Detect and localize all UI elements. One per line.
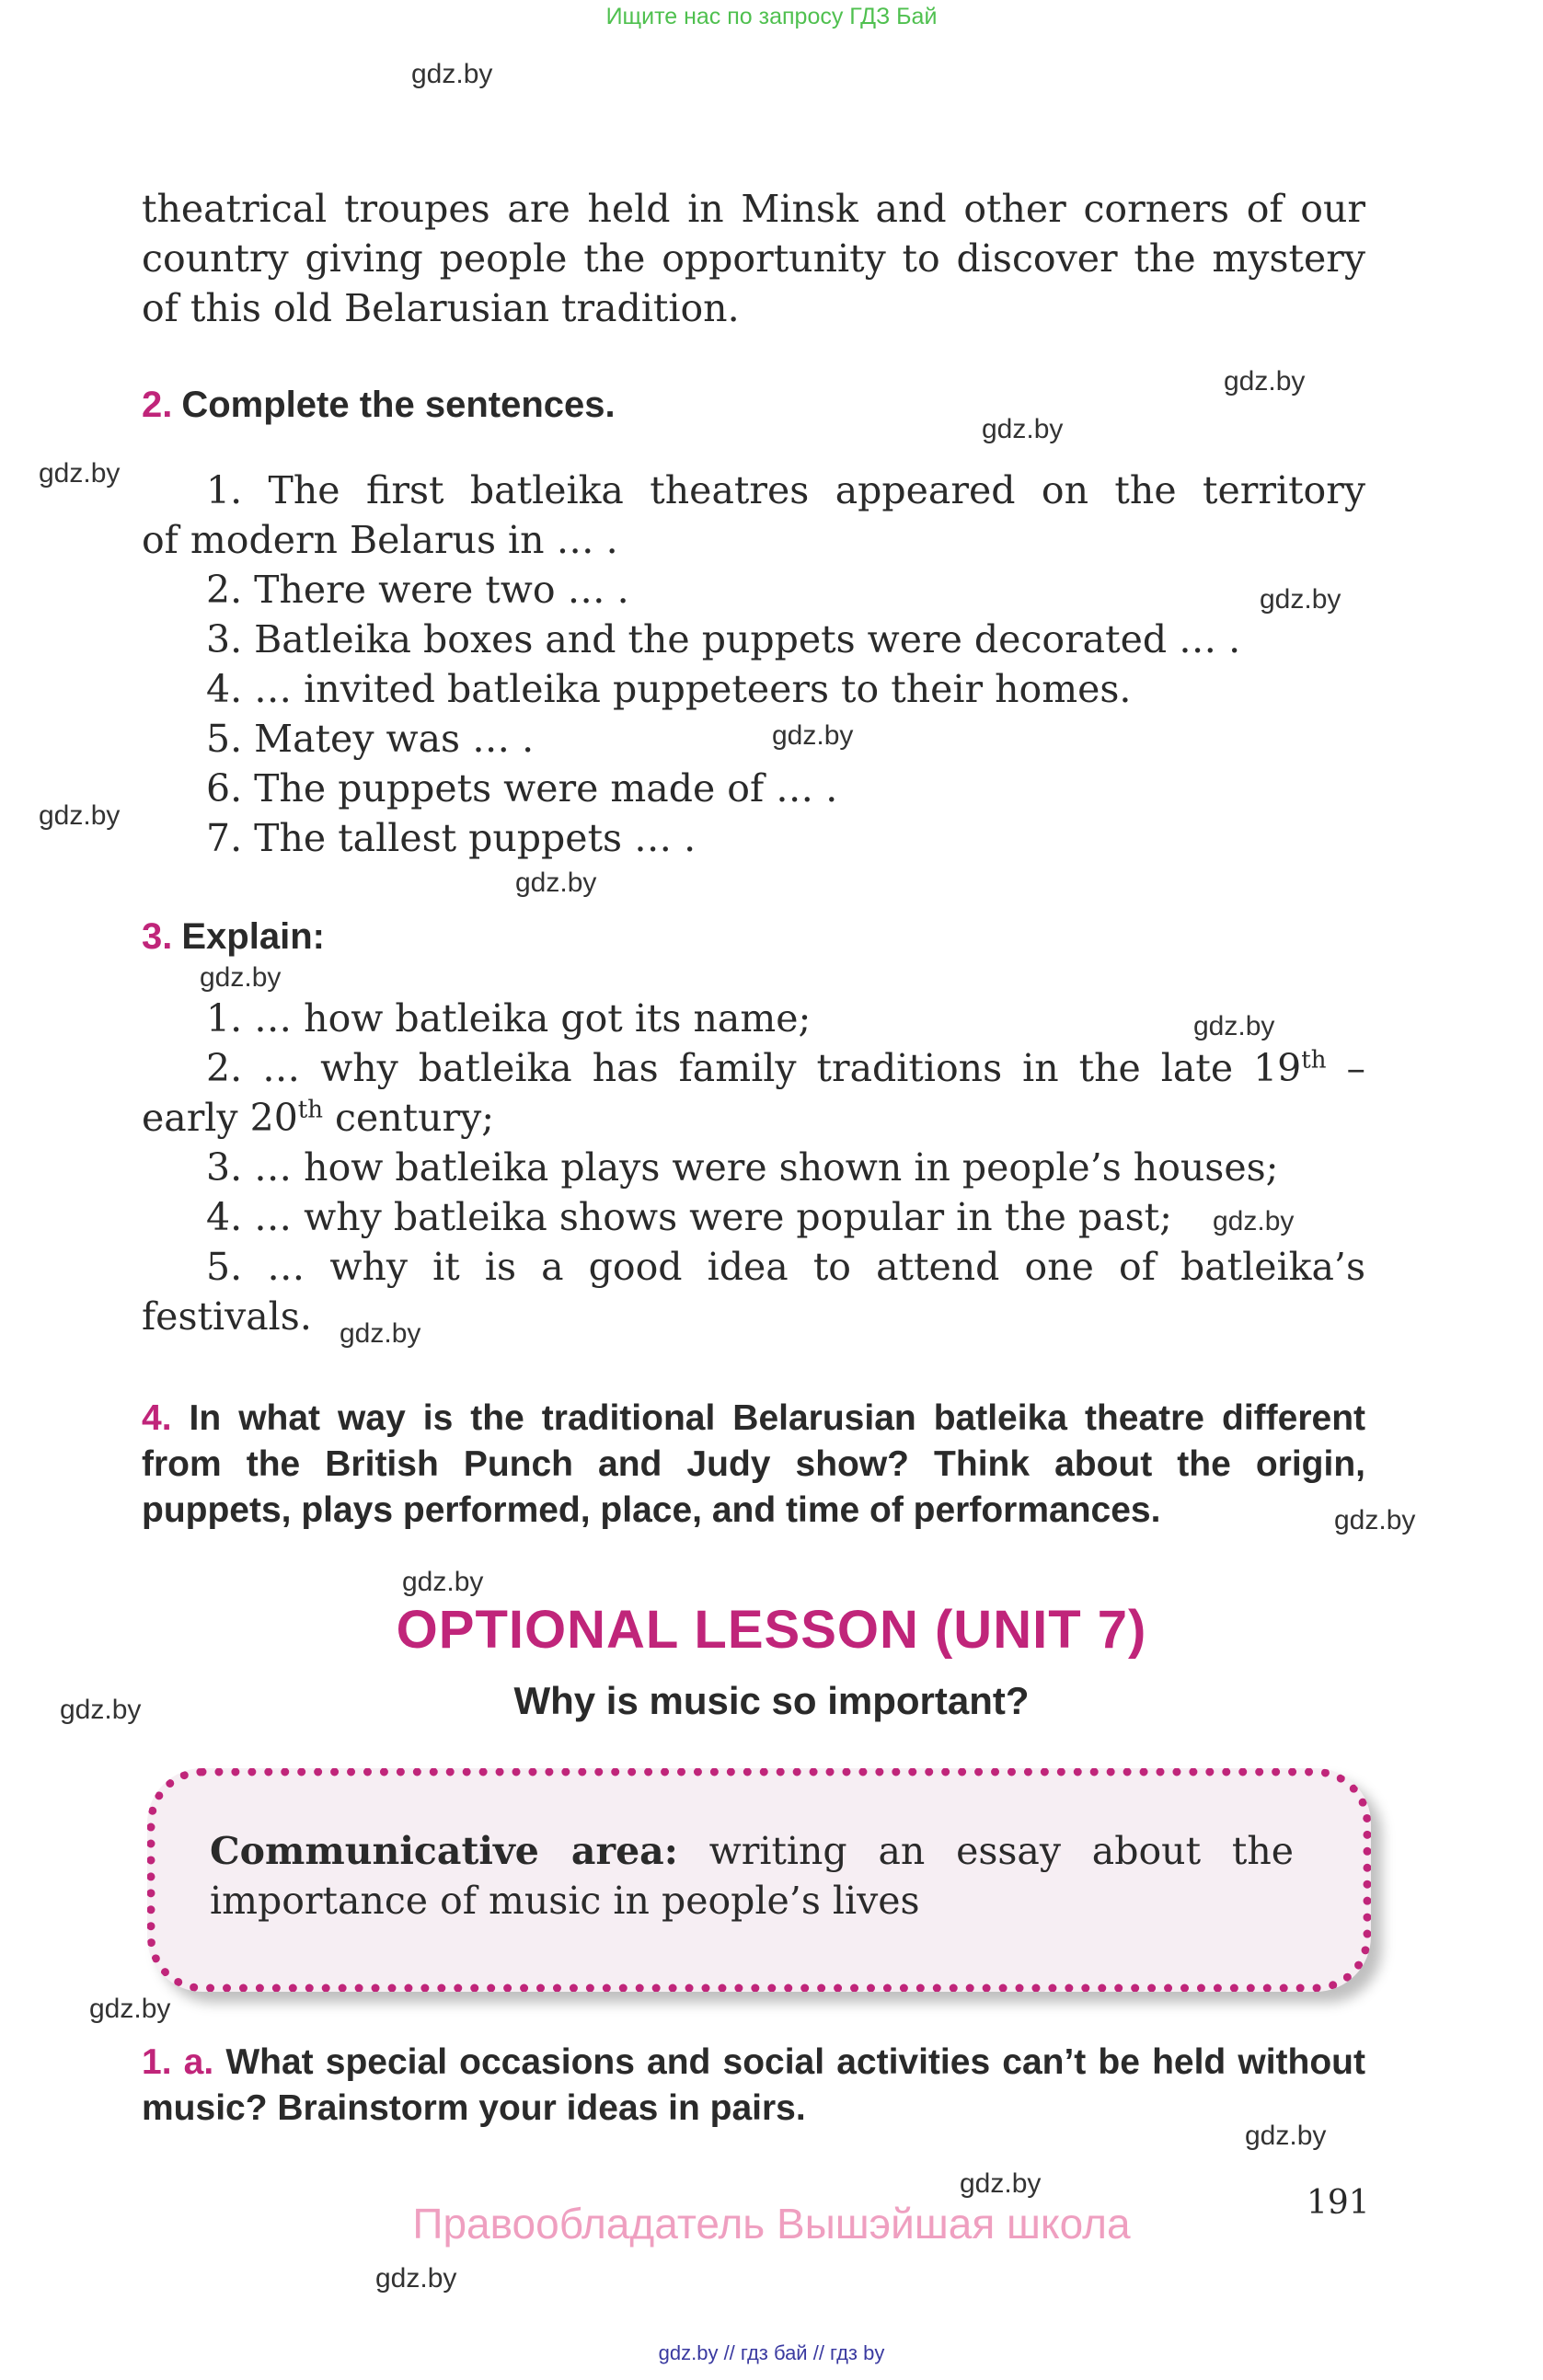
communicative-area-text: Communicative area: writing an essay about the importance of music in people’s lives xyxy=(210,1829,1294,1923)
task-number: 2. xyxy=(142,385,173,425)
list-item: 5. Matey was … . xyxy=(206,717,535,761)
intro-line: country giving people the opportunity to discover the mystery xyxy=(142,236,1365,281)
list-item: 2. There were two … . xyxy=(206,568,629,612)
list-item: 4. … why batleika shows were popular in the past; xyxy=(206,1195,1172,1239)
task-title: Complete the sentences. xyxy=(181,385,616,425)
copyright-holder: Правообладатель Вышэйшая школа xyxy=(412,2200,1131,2248)
watermark: gdz.by xyxy=(340,1318,421,1349)
watermark: gdz.by xyxy=(375,2263,457,2294)
list-item: 1. … how batleika got its name; xyxy=(206,996,812,1041)
intro-line: of this old Belarusian tradition. xyxy=(142,286,740,330)
watermark: gdz.by xyxy=(89,1994,171,2024)
communicative-area-label: Communicative area: xyxy=(210,1829,678,1873)
watermark: gdz.by xyxy=(1334,1505,1416,1535)
list-item: 3. Batleika boxes and the puppets were decorated … . xyxy=(206,617,1241,661)
list-item: 3. … how batleika plays were shown in people’s houses; xyxy=(206,1145,1279,1190)
list-item-continuation: early 20th century; xyxy=(142,1096,495,1140)
watermark: gdz.by xyxy=(1193,1011,1275,1041)
task-text: What special occasions and social activities can’t be held without music? Brainstorm your ideas in pairs. xyxy=(142,2042,1365,2128)
watermark: gdz.by xyxy=(772,720,854,751)
list-item: 5. … why it is a good idea to attend one of batleika’s xyxy=(206,1245,1365,1289)
watermark: gdz.by xyxy=(1224,366,1306,397)
task-4 xyxy=(142,1396,1365,1534)
list-item: of modern Belarus in … . xyxy=(142,518,618,562)
watermark: gdz.by xyxy=(200,962,282,993)
task-3-heading xyxy=(142,916,325,958)
task-number: 1. a. xyxy=(142,2042,214,2082)
watermark: gdz.by xyxy=(1260,584,1341,615)
task-text: In what way is the traditional Belarusian batleika theatre different from the British Punch and Judy show? Think about the origin, puppets, plays performed, place, and time of performances. xyxy=(142,1398,1366,1530)
task-1a xyxy=(142,2040,1365,2132)
lesson-subtitle: Why is music so important? xyxy=(513,1679,1030,1722)
list-item: 2. … why batleika has family traditions in the late 19th – xyxy=(206,1046,1365,1090)
footer-links: gdz.by // гдз бай // гдз by xyxy=(658,2341,885,2364)
watermark: gdz.by xyxy=(402,1567,484,1597)
page-number: 191 xyxy=(1307,2184,1370,2222)
watermark: gdz.by xyxy=(1213,1206,1295,1236)
lesson-title: OPTIONAL LESSON (UNIT 7) xyxy=(396,1600,1147,1660)
task-2-heading xyxy=(142,385,616,426)
watermark: gdz.by xyxy=(39,800,121,831)
watermark: gdz.by xyxy=(39,458,121,489)
watermark: gdz.by xyxy=(411,59,493,89)
task-title: Explain: xyxy=(181,916,325,957)
watermark: gdz.by xyxy=(1245,2121,1327,2151)
task-number: 3. xyxy=(142,916,173,957)
list-item-continuation: festivals. xyxy=(142,1294,312,1339)
list-item: 6. The puppets were made of … . xyxy=(206,766,838,811)
task-number: 4. xyxy=(142,1398,172,1438)
list-item: 7. The tallest puppets … . xyxy=(206,816,697,860)
watermark: gdz.by xyxy=(60,1695,142,1725)
list-item: 1. The first batleika theatres appeared on the territory xyxy=(206,468,1365,512)
watermark: gdz.by xyxy=(982,414,1064,444)
watermark: gdz.by xyxy=(960,2168,1042,2199)
intro-line: theatrical troupes are held in Minsk and other corners of our xyxy=(142,187,1365,231)
watermark: gdz.by xyxy=(515,868,597,898)
list-item: 4. … invited batleika puppeteers to their homes. xyxy=(206,667,1132,711)
top-banner: Ищите нас по запросу ГДЗ Бай xyxy=(605,4,938,29)
